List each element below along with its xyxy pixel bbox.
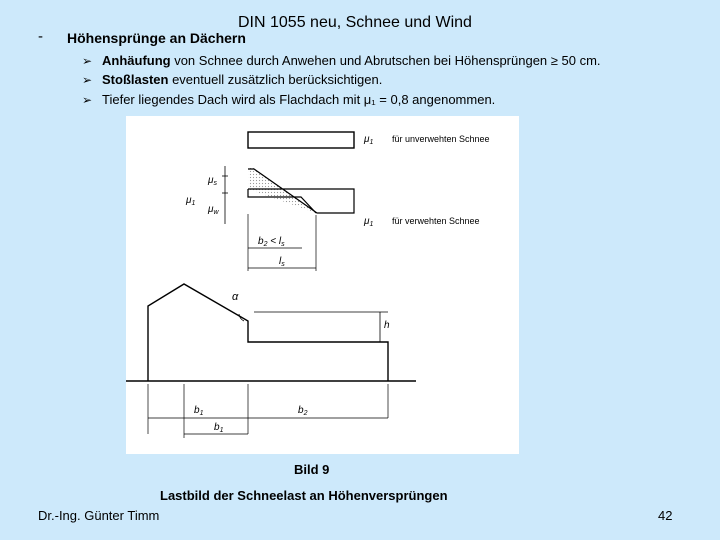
arrow-bullet-icon: ➢ [82, 93, 93, 107]
bullet-bold-text: Anhäufung [102, 53, 171, 68]
roof-outline [148, 284, 388, 381]
slide-title: DIN 1055 neu, Schnee und Wind [238, 14, 472, 31]
figure-caption: Lastbild der Schneelast an Höhenversprüngen [160, 488, 448, 503]
dim-label-b1: $b_1$ [194, 405, 204, 417]
arrow-bullet-icon: ➢ [82, 73, 93, 87]
bullet-text: Tiefer liegendes Dach wird als Flachdach mit μ₁ = 0,8 angenommen. [102, 92, 496, 107]
slide-subtitle: Höhensprünge an Dächern [67, 30, 246, 46]
mu-w-label: $\mu_w$ [208, 204, 219, 216]
bullet-text: eventuell zusätzlich berücksichtigen. [168, 72, 383, 87]
label-windswept: für verwehten Schnee [392, 216, 480, 226]
arrow-bullet-icon: ➢ [82, 54, 93, 68]
dim-label-b2-lt-ls: $b_2 < l_s$ [258, 236, 285, 248]
mu1-label-left: $\mu_1$ [186, 195, 196, 207]
figure-panel [126, 116, 519, 454]
dim-label-bi: $b_1$ [214, 422, 224, 434]
load-unwindswept-rect [248, 132, 354, 148]
page-number: 42 [658, 508, 673, 523]
drift-hatch-area [248, 168, 316, 213]
bullet-item [82, 53, 601, 68]
snow-load-diagram [126, 116, 519, 454]
dim-label-ls: $l_s$ [279, 256, 285, 268]
dim-label-b2: $b_2$ [298, 405, 308, 417]
bullet-text: von Schnee durch Anwehen und Abrutschen bei Höhensprüngen ≥ 50 cm. [170, 53, 601, 68]
mu-s-label: $\mu_s$ [208, 175, 217, 187]
figure-number: Bild 9 [294, 462, 330, 477]
dim-label-h: h [384, 320, 390, 331]
author-footer: Dr.-Ing. Günter Timm [38, 508, 160, 523]
mu1-label-right: $\mu_1$ [364, 216, 374, 228]
bullet-bold-text: Stoßlasten [102, 72, 169, 87]
alpha-label: α [232, 291, 239, 303]
mu1-label-top: $\mu_1$ [364, 134, 374, 146]
list-dash: - [38, 28, 43, 45]
label-unwindswept: für unverwehten Schnee [392, 134, 490, 144]
bullet-item [82, 72, 382, 87]
bullet-item [82, 92, 495, 107]
